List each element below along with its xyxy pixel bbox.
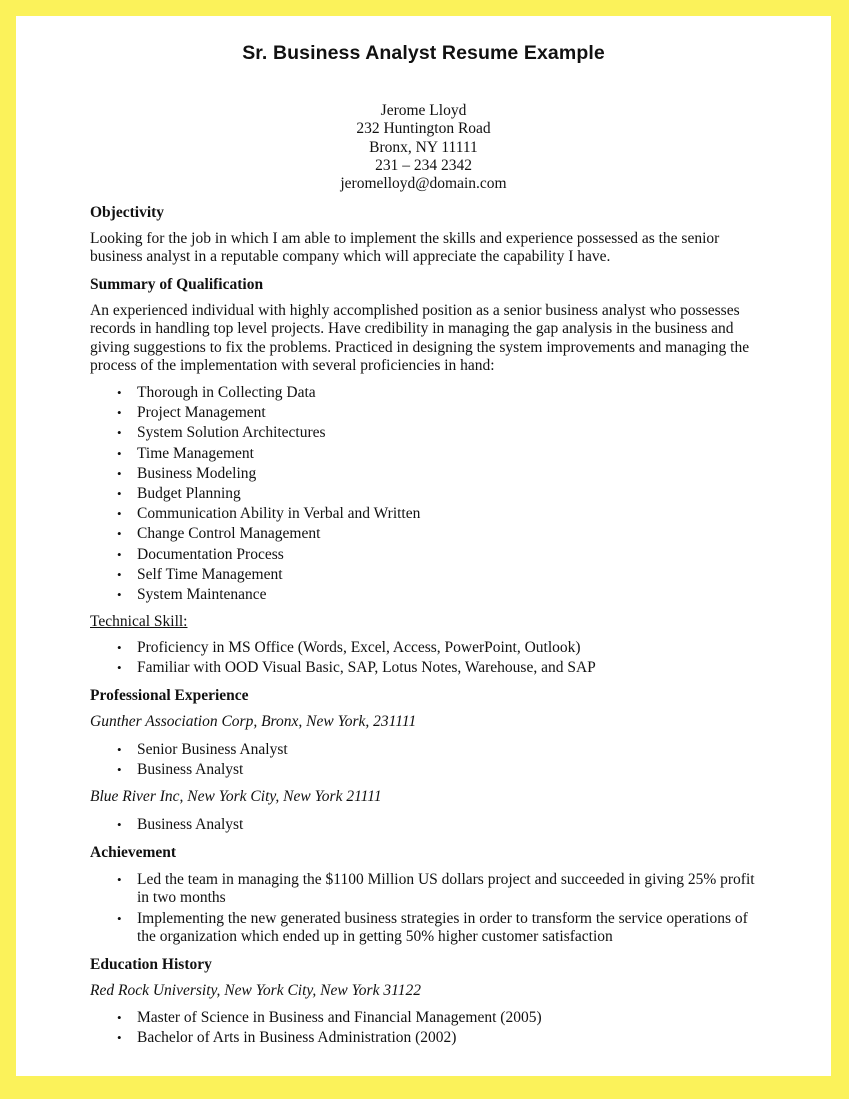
list-item: • Change Control Management [90, 524, 420, 544]
list-item: • Budget Planning [90, 484, 420, 504]
contact-name: Jerome Lloyd [380, 102, 467, 119]
employer-1-roles [90, 740, 288, 780]
contact-city: Bronx, NY 11111 [369, 138, 478, 156]
list-item: • Documentation Process [90, 545, 420, 565]
list-item: • Proficiency in MS Office (Words, Excel, Access, PowerPoint, Outlook) [90, 638, 596, 658]
summary-text: An experienced individual with highly accomplished position as a senior business analyst who possesses records in handling top level projects. Have credibility in managing the gap analysis in the business and giving suggestions to fix the problems. Practiced in designing the system improvements and managing the process of the implementation with several proficiencies in hand: [90, 302, 750, 374]
list-item: • System Solution Architectures [90, 423, 420, 443]
contact-phone: 231 – 234 2342 [375, 156, 472, 174]
achievement-heading: Achievement [90, 844, 177, 861]
contact-block [16, 102, 831, 193]
contact-street: 232 Huntington Road [356, 120, 491, 138]
objectivity-heading: Objectivity [90, 204, 165, 221]
employer-2: Blue River Inc, New York City, New York 21111 [90, 788, 382, 805]
list-item: • Thorough in Collecting Data [90, 383, 420, 403]
employer-1: Gunther Association Corp, Bronx, New York, 231111 [90, 713, 417, 730]
list-item: • Project Management [90, 403, 420, 423]
list-item: • Business Modeling [90, 464, 420, 484]
technical-heading: Technical Skill: [90, 613, 188, 630]
list-item: • Business Analyst [90, 815, 243, 835]
list-item: • Self Time Management [90, 565, 420, 585]
education-heading: Education History [90, 956, 212, 973]
list-item: • Bachelor of Arts in Business Administration (2002) [90, 1028, 542, 1048]
list-item: • Master of Science in Business and Financial Management (2005) [90, 1008, 542, 1028]
list-item: • Implementing the new generated business strategies in order to transform the service operations of the organization which ended up in getting 50% higher customer satisfaction [90, 910, 770, 947]
objectivity-text: Looking for the job in which I am able to implement the skills and experience possessed as the senior business analyst in a reputable company which will appreciate the capability I have. [90, 230, 720, 266]
resume-page [16, 16, 831, 1076]
page-title: Sr. Business Analyst Resume Example [242, 42, 605, 64]
summary-heading: Summary of Qualification [90, 276, 264, 293]
employer-2-roles [90, 815, 243, 835]
list-item: • Familiar with OOD Visual Basic, SAP, Lotus Notes, Warehouse, and SAP [90, 658, 596, 678]
experience-heading: Professional Experience [90, 687, 249, 704]
list-item: • Time Management [90, 444, 420, 464]
list-item: • System Maintenance [90, 585, 420, 605]
school: Red Rock University, New York City, New York 31122 [90, 982, 421, 999]
skills-list [90, 383, 420, 605]
technical-list [90, 638, 596, 678]
list-item: • Led the team in managing the $1100 Million US dollars project and succeeded in giving 25% profit in two months [90, 871, 770, 908]
achievement-list [90, 871, 770, 948]
list-item: • Communication Ability in Verbal and Written [90, 504, 420, 524]
degree-list [90, 1008, 542, 1048]
contact-email: jeromelloyd@domain.com [340, 175, 507, 193]
list-item: • Business Analyst [90, 760, 288, 780]
list-item: • Senior Business Analyst [90, 740, 288, 760]
